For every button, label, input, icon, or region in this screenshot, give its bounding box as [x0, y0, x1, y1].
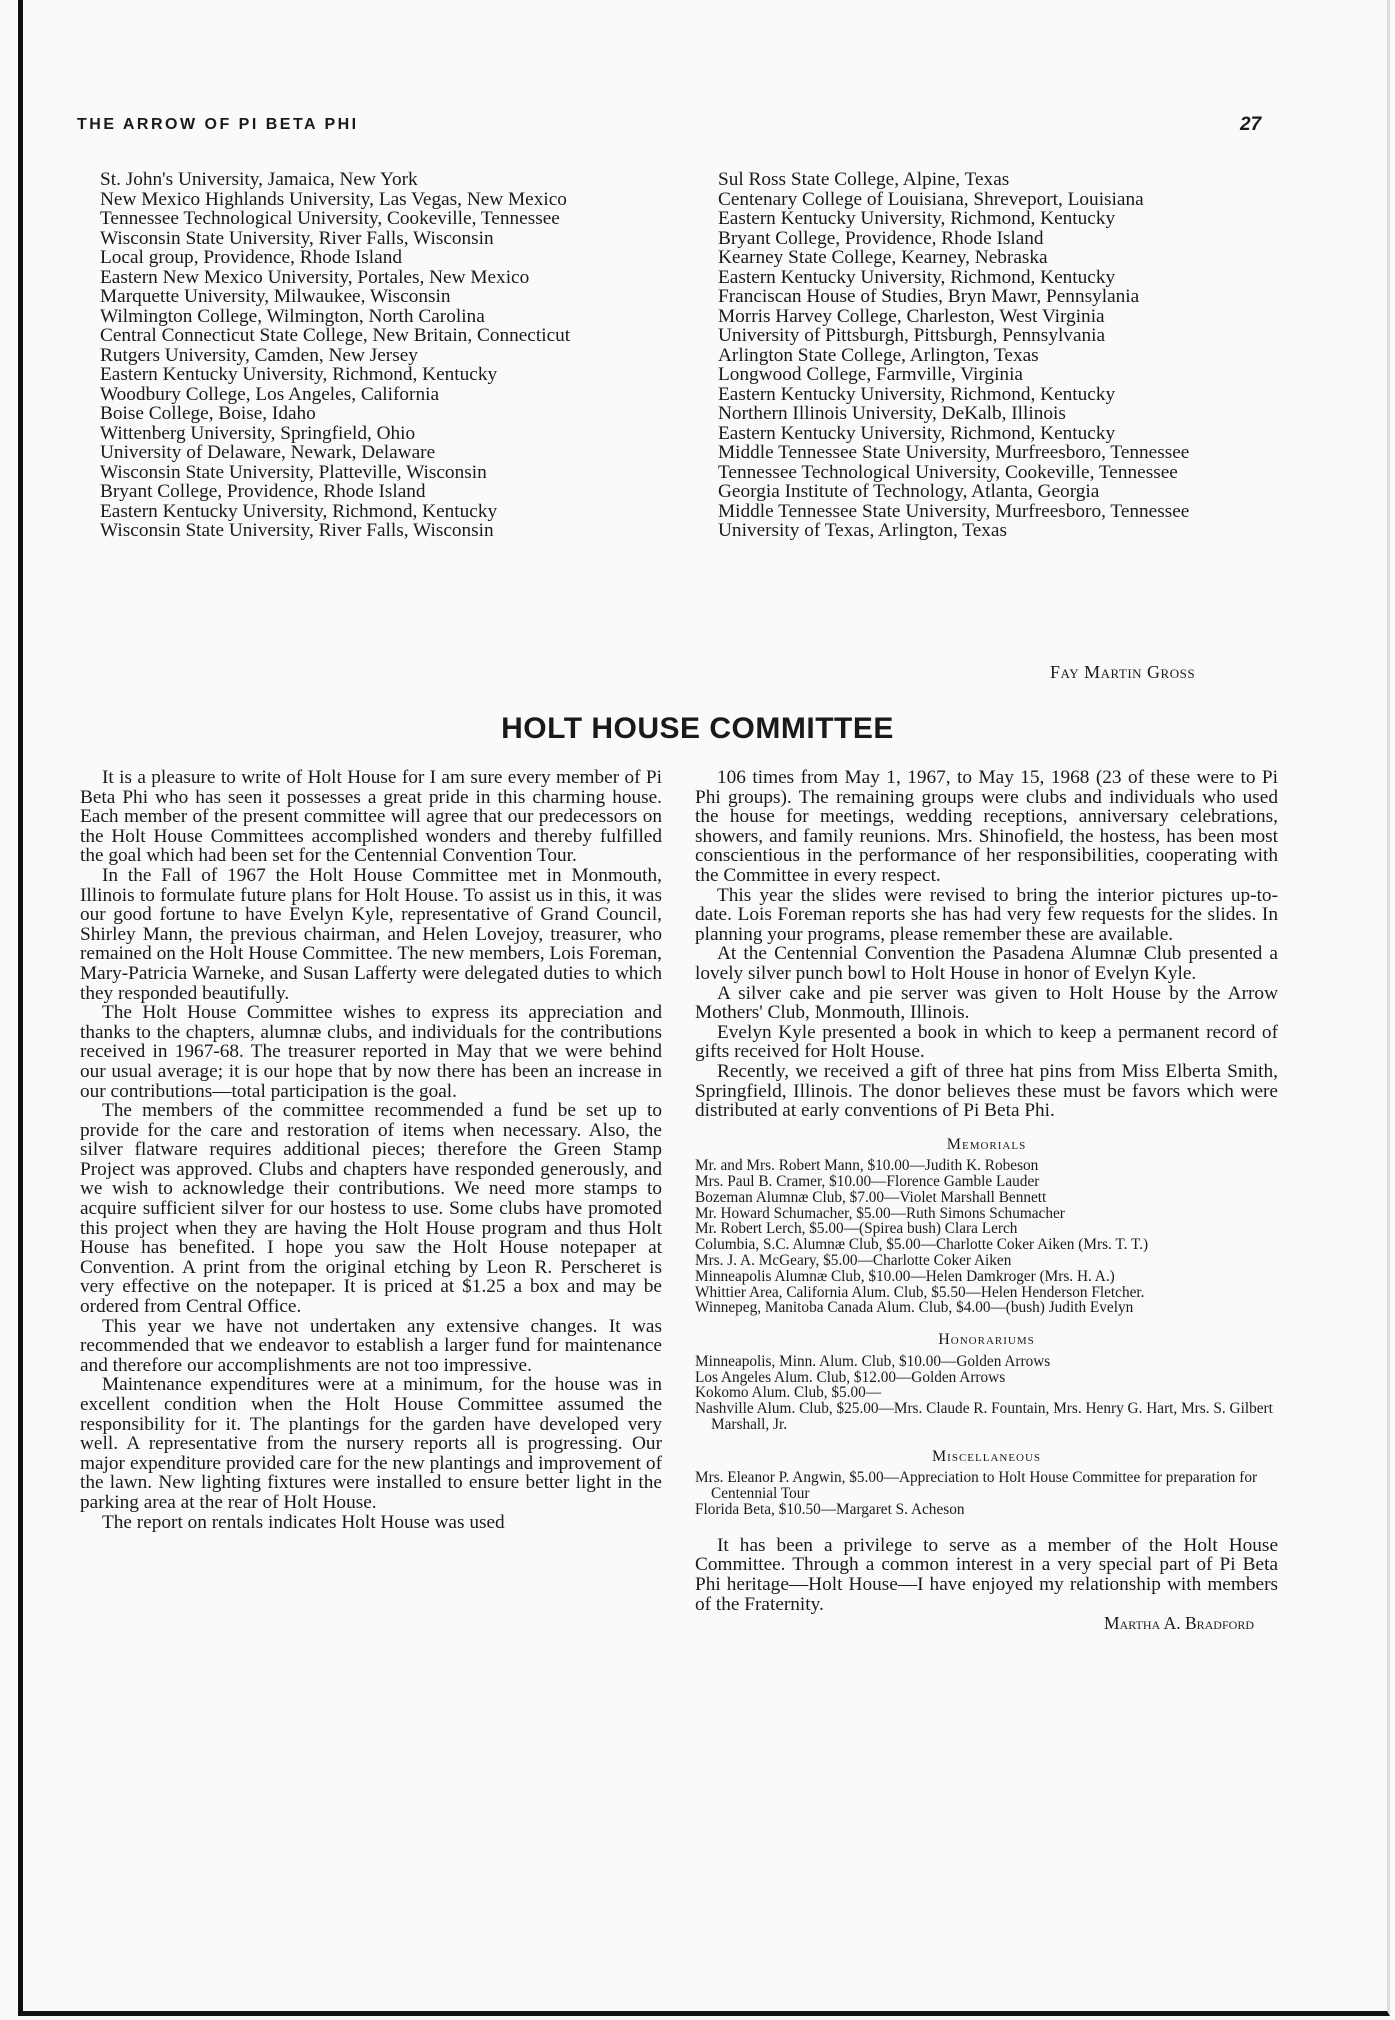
list-item: Winnepeg, Manitoba Canada Alum. Club, $4.00—(bush) Judith Evelyn [695, 1299, 1134, 1317]
list-item: University of Pittsburgh, Pittsburgh, Pennsylvania [718, 325, 1106, 346]
list-item: Eastern Kentucky University, Richmond, Kentucky [100, 364, 498, 385]
list-item: Sul Ross State College, Alpine, Texas [718, 169, 1010, 190]
list-item: Eastern Kentucky University, Richmond, Kentucky [100, 500, 498, 522]
list-item: Kokomo Alum. Club, $5.00— [695, 1384, 882, 1402]
miscellaneous-list [695, 1470, 1278, 1517]
list-item: Rutgers University, Camden, New Jersey [100, 344, 418, 366]
list-item: Wisconsin State University, Platteville, Wisconsin [100, 461, 487, 483]
paragraph: The report on rentals indicates Holt House was used [102, 1511, 505, 1533]
page-number: 27 [1240, 114, 1262, 135]
closing-signature: Martha A. Bradford [1104, 1613, 1254, 1634]
list-item: Nashville Alum. Club, $25.00—Mrs. Claude R. Fountain, Mrs. Henry G. Hart, Mrs. S. Gilbert Marshall, Jr. [695, 1400, 1273, 1434]
memorials-heading: Memorials [946, 1135, 1027, 1153]
list-item: Mr. Robert Lerch, $5.00—(Spirea bush) Clara Lerch [695, 1220, 1018, 1238]
honorariums-list [695, 1354, 1278, 1433]
list-item: New Mexico Highlands University, Las Vegas, New Mexico [100, 188, 567, 210]
list-item: Mrs. J. A. McGeary, $5.00—Charlotte Coker Aiken [695, 1252, 1012, 1270]
list-item: Tennessee Technological University, Cookeville, Tennessee [100, 208, 560, 229]
list-item: Tennessee Technological University, Cookeville, Tennessee [718, 461, 1178, 483]
list-item: Eastern Kentucky University, Richmond, Kentucky [718, 422, 1116, 444]
list-item: Bryant College, Providence, Rhode Island [718, 227, 1044, 249]
paragraph: This year we have not undertaken any extensive changes. It was recommended that we endeavor to establish a larger fund for maintenance and therefore our accomplishments are not too impressive. [80, 1315, 662, 1376]
list-item: Eastern Kentucky University, Richmond, Kentucky [718, 383, 1116, 405]
list-item: Minneapolis, Minn. Alum. Club, $10.00—Golden Arrows [695, 1352, 1051, 1370]
article-left-column [80, 768, 662, 1532]
list-item: Minneapolis Alumnæ Club, $10.00—Helen Damkroger (Mrs. H. A.) [695, 1267, 1115, 1285]
list-item: Georgia Institute of Technology, Atlanta, Georgia [718, 481, 1100, 502]
article-right-column [695, 768, 1278, 1634]
list-item: St. John's University, Jamaica, New York [100, 169, 418, 190]
list-item: Marquette University, Milwaukee, Wisconsin [100, 286, 451, 307]
paragraph: A silver cake and pie server was given to Holt House by the Arrow Mothers' Club, Monmouth, Illinois. [695, 982, 1278, 1024]
closing-paragraph: It has been a privilege to serve as a member of the Holt House Committee. Through a common interest in a very special part of Pi Beta Phi heritage—Holt House—I have enjoyed my relationship with members of the Fraternity. [695, 1534, 1278, 1615]
list-item: Franciscan House of Studies, Bryn Mawr, Pennsylania [718, 286, 1140, 307]
running-header: THE ARROW OF PI BETA PHI [77, 116, 359, 133]
paragraph: Maintenance expenditures were at a minimum, for the house was in excellent condition when the Holt House Committee assumed the responsibility for it. The plantings for the garden have developed very well. A representative from the nursery reports all is progressing. Our major expenditure provided care for the new plantings and improvement of the lawn. New lighting fixtures were installed to ensure better light in the parking area at the rear of Holt House. [80, 1374, 662, 1513]
college-list-left [100, 170, 660, 541]
list-item: Wittenberg University, Springfield, Ohio [100, 422, 416, 444]
honorariums-heading: Honorariums [938, 1331, 1035, 1349]
list-item: Eastern Kentucky University, Richmond, Kentucky [718, 266, 1116, 288]
college-list-right [718, 170, 1278, 541]
list-item: Northern Illinois University, DeKalb, Illinois [718, 403, 1066, 424]
list-item: Boise College, Boise, Idaho [100, 403, 316, 424]
paragraph: The Holt House Committee wishes to express its appreciation and thanks to the chapters, alumnæ clubs, and individuals for the contributions received in 1967-68. The treasurer reported in May that we were behind our usual average; it is our hope that by now there has been an increase in our contributions—total participation is the goal. [80, 1002, 662, 1102]
paragraph: Evelyn Kyle presented a book in which to keep a permanent record of gifts received for Holt House. [695, 1021, 1278, 1063]
list-item: Kearney State College, Kearney, Nebraska [718, 247, 1048, 268]
paragraph: The members of the committee recommended a fund be set up to provide for the care and restoration of items when necessary. Also, the silver flatware requires additional pieces; therefore the Green Stamp Project was approved. Clubs and chapters have responded generously, and we wish to acknowledge their contributions. We need more stamps to acquire sufficient silver for our hostess to use. Some clubs have promoted this project when they are having the Holt House program and thus Holt House has benefited. I hope you saw the Holt House notepaper at Convention. A print from the original etching by Leon R. Perscheret is very effective on the notepaper. It is priced at $1.25 a box and may be ordered from Central Office. [80, 1100, 662, 1318]
list-item: Florida Beta, $10.50—Margaret S. Acheson [695, 1501, 965, 1519]
memorials-list [695, 1158, 1278, 1316]
list-item: Eastern New Mexico University, Portales, New Mexico [100, 266, 530, 288]
section-title: HOLT HOUSE COMMITTEE [501, 712, 894, 745]
list-item: Wisconsin State University, River Falls, Wisconsin [100, 520, 494, 541]
miscellaneous-heading: Miscellaneous [931, 1447, 1042, 1465]
list-item: Arlington State College, Arlington, Texas [718, 344, 1039, 366]
list-item: Eastern Kentucky University, Richmond, Kentucky [718, 208, 1116, 229]
list-item: Bozeman Alumnæ Club, $7.00—Violet Marshall Bennett [695, 1188, 1047, 1206]
list-item: Morris Harvey College, Charleston, West Virginia [718, 305, 1105, 327]
list-item: University of Delaware, Newark, Delaware [100, 442, 436, 463]
list-item: Mr. and Mrs. Robert Mann, $10.00—Judith K. Robeson [695, 1157, 1039, 1175]
list-item: Bryant College, Providence, Rhode Island [100, 481, 426, 502]
paragraph: This year the slides were revised to bring the interior pictures up-to-date. Lois Foreman reports she has had very few requests for the slides. In planning your programs, please remember these are available. [695, 884, 1278, 945]
list-item: Columbia, S.C. Alumnæ Club, $5.00—Charlotte Coker Aiken (Mrs. T. T.) [695, 1236, 1149, 1254]
paragraph: In the Fall of 1967 the Holt House Committee met in Monmouth, Illinois to formulate future plans for Holt House. To assist us in this, it was our good fortune to have Evelyn Kyle, representative of Grand Council, Shirley Mann, the previous chairman, and Helen Lovejoy, treasurer, who remained on the Holt House Committee. The new members, Lois Foreman, Mary-Patricia Warneke, and Susan Lafferty were delegated duties to which they responded beautifully. [80, 864, 662, 1004]
list-item: Longwood College, Farmville, Virginia [718, 364, 1023, 385]
list-item: Woodbury College, Los Angeles, California [100, 383, 440, 405]
list-item: Wisconsin State University, River Falls, Wisconsin [100, 227, 494, 249]
paragraph: At the Centennial Convention the Pasadena Alumnæ Club presented a lovely silver punch bowl to Holt House in honor of Evelyn Kyle. [695, 943, 1278, 984]
list-item: Mr. Howard Schumacher, $5.00—Ruth Simons Schumacher [695, 1204, 1065, 1222]
list-item: Middle Tennessee State University, Murfreesboro, Tennessee [718, 500, 1190, 522]
list-signature: Fay Martin Gross [1050, 662, 1196, 682]
list-item: Whittier Area, California Alum. Club, $5.50—Helen Henderson Fletcher. [695, 1283, 1145, 1301]
list-item: Local group, Providence, Rhode Island [100, 247, 402, 268]
list-item: Central Connecticut State College, New Britain, Connecticut [100, 325, 571, 346]
list-item: Centenary College of Louisiana, Shreveport, Louisiana [718, 188, 1144, 210]
list-item: Mrs. Eleanor P. Angwin, $5.00—Appreciation to Holt House Committee for preparation for Centennial Tour [695, 1469, 1258, 1503]
paragraph: 106 times from May 1, 1967, to May 15, 1968 (23 of these were to Pi Phi groups). The remaining groups were clubs and individuals who used the house for meetings, wedding receptions, anniversary celebrations, showers, and family reunions. Mrs. Shinofield, the hostess, has been most conscientious in the performance of her responsibilities, cooperating with the Committee in every respect. [695, 767, 1278, 886]
list-item: Wilmington College, Wilmington, North Carolina [100, 305, 485, 327]
list-item: University of Texas, Arlington, Texas [718, 520, 1007, 541]
list-item: Middle Tennessee State University, Murfreesboro, Tennessee [718, 442, 1190, 463]
paragraph: It is a pleasure to write of Holt House for I am sure every member of Pi Beta Phi who has seen it possesses a great pride in this charming house. Each member of the present committee will agree that our predecessors on the Holt House Committees accomplished wonders and thereby fulfilled the goal which had been set for the Centennial Convention Tour. [80, 767, 662, 867]
paragraph: Recently, we received a gift of three hat pins from Miss Elberta Smith, Springfield, Illinois. The donor believes these must be favors which were distributed at early conventions of Pi Beta Phi. [695, 1060, 1278, 1122]
list-item: Los Angeles Alum. Club, $12.00—Golden Arrows [695, 1368, 1006, 1386]
list-item: Mrs. Paul B. Cramer, $10.00—Florence Gamble Lauder [695, 1173, 1040, 1191]
